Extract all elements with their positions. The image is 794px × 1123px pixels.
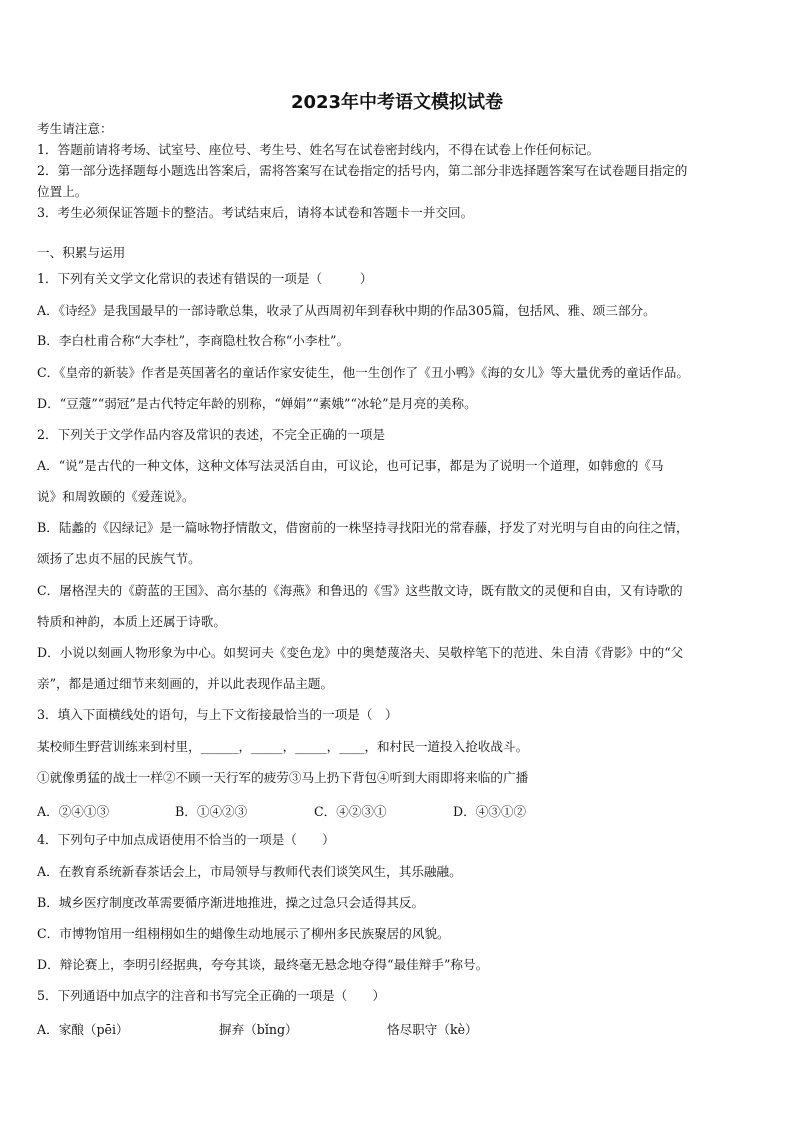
notice-item: 位置上。 [37,184,88,199]
question-line: C．市博物馆用一组栩栩如生的蜡像生动地展示了柳州多民族聚居的风貌。 [37,926,450,941]
notice-item: 2．第一部分选择题每小题选出答案后，需将答案写在试卷指定的括号内，第二部分非选择题答案写在试卷题目指定的 [37,163,688,178]
notice-heading: 考生请注意： [37,121,113,136]
option-a: A．②④①③ [37,804,110,819]
question-line: A．在教育系统新春茶话会上，市局领导与教师代表们谈笑风生，其乐融融。 [37,864,462,879]
question-line: ①就像勇猛的战士一样②不顾一天行军的疲劳③马上扔下背包④听到大雨即将来临的广播 [37,770,529,785]
question-5-options [37,1019,757,1035]
section-heading: 一、积累与运用 [37,245,126,260]
question-line: B．城乡医疗制度改革需要循序渐进地推进，操之过急只会适得其反。 [37,895,425,910]
page-title: 2023年中考语文模拟试卷 [290,92,504,113]
option-item: 摒弃（bǐng） [219,1022,298,1037]
option-c: C．④②③① [314,804,387,819]
question-line: D．“豆蔻”“弱冠”是古代特定年龄的别称，“婵娟”“素娥”“冰轮”是月亮的美称。 [37,396,477,411]
question-line: 说》和周敦颐的《爱莲说》。 [37,489,195,504]
question-line: A．《诗经》是我国最早的一部诗歌总集，收录了从西周初年到春秋中期的作品305篇，包括风、雅、颂三部分。 [37,303,656,318]
question-line: 2．下列关于文学作品内容及常识的表述，不完全正确的一项是 [37,427,386,442]
question-line: D．辩论赛上，李明引经据典，夸夸其谈，最终毫无悬念地夺得“最佳辩手”称号。 [37,957,489,972]
question-line: B．李白杜甫合称“大李杜”，李商隐杜牧合称“小李杜”。 [37,333,350,348]
option-item: 恪尽职守（kè） [387,1022,478,1037]
option-a: A．家酿（pēi） [37,1022,129,1037]
notice-item: 3．考生必须保证答题卡的整洁。考试结束后，请将本试卷和答题卡一并交回。 [37,205,474,220]
question-line: C．《皇帝的新装》作者是英国著名的童话作家安徒生，他一生创作了《丑小鸭》《海的女儿》等大量优秀的童话作品。 [37,365,689,380]
option-b: B．①④②③ [175,804,248,819]
question-line: 某校师生野营训练来到村里，______，_____，_____，____，和村民一道投入抢收战斗。 [37,739,529,754]
question-line: B．陆蠡的《囚绿记》是一篇咏物抒情散文，借窗前的一株坚持寻找阳光的常春藤，抒发了对光明与自由的向往之情， [37,520,689,535]
question-line: A．“说”是古代的一种文体，这种文体写法灵活自由，可议论，也可记事，都是为了说明一个道理，如韩愈的《马 [37,458,664,473]
question-line: 特质和神韵，本质上还属于诗歌。 [37,614,226,629]
question-3-options [37,801,757,817]
question-line: 4．下列句子中加点成语使用不恰当的一项是（ ） [37,832,335,847]
question-line: 3．填入下面横线处的语句，与上下文衔接最恰当的一项是（ ） [37,707,398,722]
question-line: 亲”，都是通过细节来刻画的，并以此表现作品主题。 [37,676,334,691]
question-line: 1．下列有关文学文化常识的表述有错误的一项是（ ） [37,271,373,286]
question-line: D．小说以刻画人物形象为中心。如契诃夫《变色龙》中的奥楚蔑洛夫、吴敬梓笔下的范进、朱自清《背影》中的“父 [37,645,684,660]
question-line: 5．下列通语中加点字的注音和书写完全正确的一项是（ ） [37,988,386,1003]
question-line: 颂扬了忠贞不屈的民族气节。 [37,551,201,566]
option-d: D．④③①② [453,804,527,819]
question-line: C．屠格涅夫的《蔚蓝的王国》、高尔基的《海燕》和鲁迅的《雪》这些散文诗，既有散文的灵便和自由，又有诗歌的 [37,583,683,598]
notice-item: 1．答题前请将考场、试室号、座位号、考生号、姓名写在试卷密封线内，不得在试卷上作任何标记。 [37,142,600,157]
